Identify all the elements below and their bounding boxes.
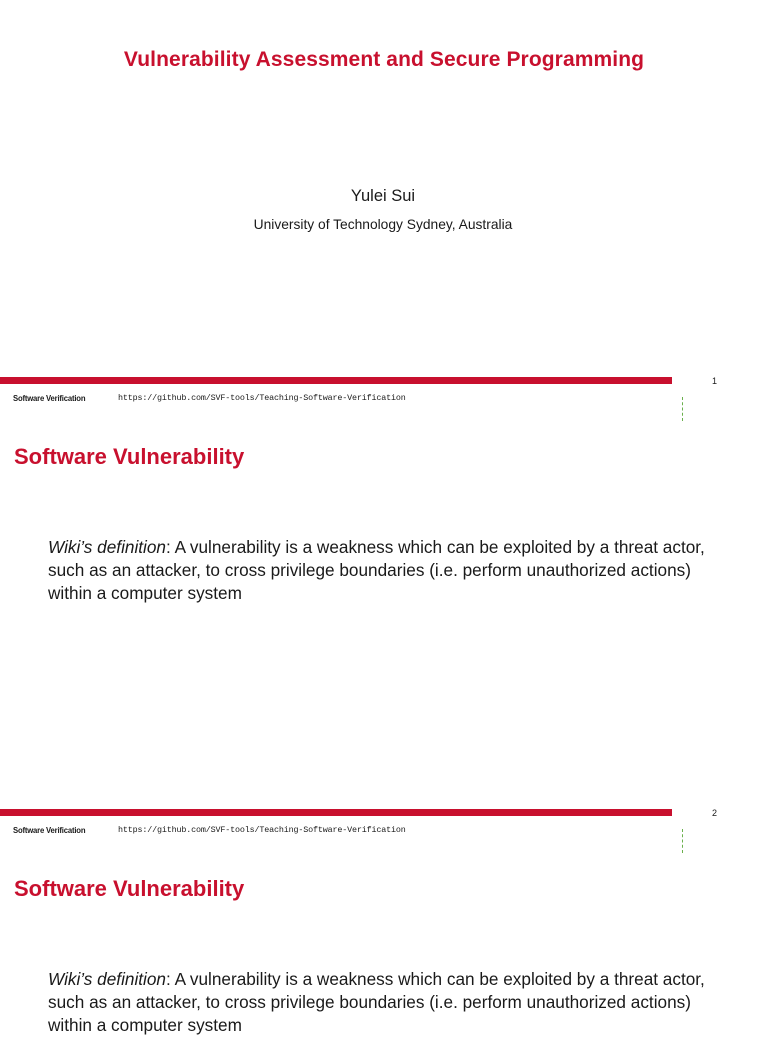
definition-paragraph — [48, 968, 738, 1037]
definition-label: Wiki’s definition — [48, 969, 166, 989]
navigation-marker — [682, 829, 684, 853]
definition-text: A vulnerability is a weakness which can be exploited by a threat actor, such as an attacker, to cross privilege boundaries (i.e. perform unauthorized actions) within a computer system — [48, 537, 705, 603]
author-affiliation: University of Technology Sydney, Australia — [253, 217, 513, 232]
footer-url-link[interactable]: https://github.com/SVF-tools/Teaching-Software-Verification — [118, 393, 406, 403]
slide-heading: Software Vulnerability — [14, 876, 245, 901]
footer-bar — [0, 377, 672, 384]
author-name: Yulei Sui — [350, 187, 416, 205]
deck-title: Vulnerability Assessment and Secure Programming — [123, 48, 645, 71]
definition-colon: : — [165, 969, 171, 989]
page-number: 2 — [712, 808, 718, 818]
footer-bar — [0, 809, 672, 816]
slide-heading: Software Vulnerability — [14, 444, 245, 469]
page-number: 1 — [712, 376, 718, 386]
definition-text: A vulnerability is a weakness which can be exploited by a threat actor, such as an attacker, to cross privilege boundaries (i.e. perform unauthorized actions) within a computer system — [48, 969, 705, 1035]
definition-paragraph — [48, 536, 738, 605]
footer-url-link[interactable]: https://github.com/SVF-tools/Teaching-Software-Verification — [118, 825, 406, 835]
definition-label: Wiki’s definition — [48, 537, 166, 557]
definition-colon: : — [165, 537, 171, 557]
footer-brand: Software Verification — [13, 825, 86, 835]
footer-brand: Software Verification — [13, 393, 86, 403]
navigation-marker — [682, 397, 684, 421]
